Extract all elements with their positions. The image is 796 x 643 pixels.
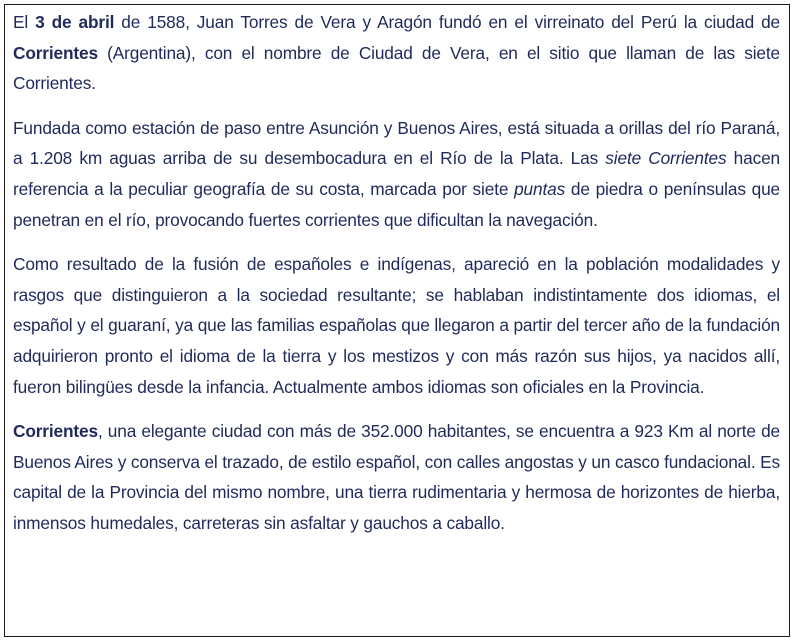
italic-term: siete Corrientes bbox=[605, 148, 727, 169]
text-segment: El bbox=[13, 12, 36, 32]
text-segment: de 1588, Juan Torres de Vera y Aragón fundó en el virreinato del Perú la ciudad de bbox=[114, 12, 780, 32]
city-name-highlight: Corrientes bbox=[13, 42, 98, 63]
text-segment: , una elegante ciudad con más de 352.000 habitantes, se encuentra a 923 Km al norte de Buenos Aires y conserva el trazado, de estilo español, con calles angostas y un casco fundacional. Es capital de la Provincia del mismo nombre, una tierra rudimentaria y hermosa de horizontes de hierba, inmensos humedales, carreteras sin asfaltar y gauchos a caballo. bbox=[13, 421, 780, 533]
document-text-box bbox=[4, 4, 790, 637]
text-segment: (Argentina), con el nombre de Ciudad de Vera, en el sitio que llaman de las siete Corrientes. bbox=[13, 42, 780, 94]
date-highlight: 3 de abril bbox=[35, 12, 115, 32]
paragraph-city-today bbox=[13, 416, 780, 538]
text-segment: Fundada como estación de paso entre Asunción y Buenos Aires, está situada a orillas del río Paraná, a 1.208 km aguas arriba de su desembocadura en el Río de la Plata. Las bbox=[13, 117, 780, 169]
italic-term: puntas bbox=[514, 178, 566, 199]
text-segment: de piedra o penínsulas que penetran en el río, provocando fuertes corrientes que dificultan la navegación. bbox=[13, 178, 780, 230]
city-name-highlight: Corrientes bbox=[13, 421, 98, 442]
paragraph-geography bbox=[13, 113, 780, 235]
paragraph-founding bbox=[13, 7, 780, 99]
text-segment: Como resultado de la fusión de españoles e indígenas, apareció en la población modalidades y rasgos que distinguieron a la sociedad resultante; se hablaban indistintamente dos idiomas, el español y el guaraní, ya que las familias españolas que llegaron a partir del tercer año de la fundación adquirieron pronto el idioma de la tierra y los mestizos y con más razón sus hijos, ya nacidos allí, fueron bilingües desde la infancia. Actualmente ambos idiomas son oficiales en la Provincia. bbox=[13, 254, 780, 397]
text-segment: hacen referencia a la peculiar geografía de su costa, marcada por siete bbox=[13, 148, 780, 199]
paragraph-society bbox=[13, 249, 780, 402]
